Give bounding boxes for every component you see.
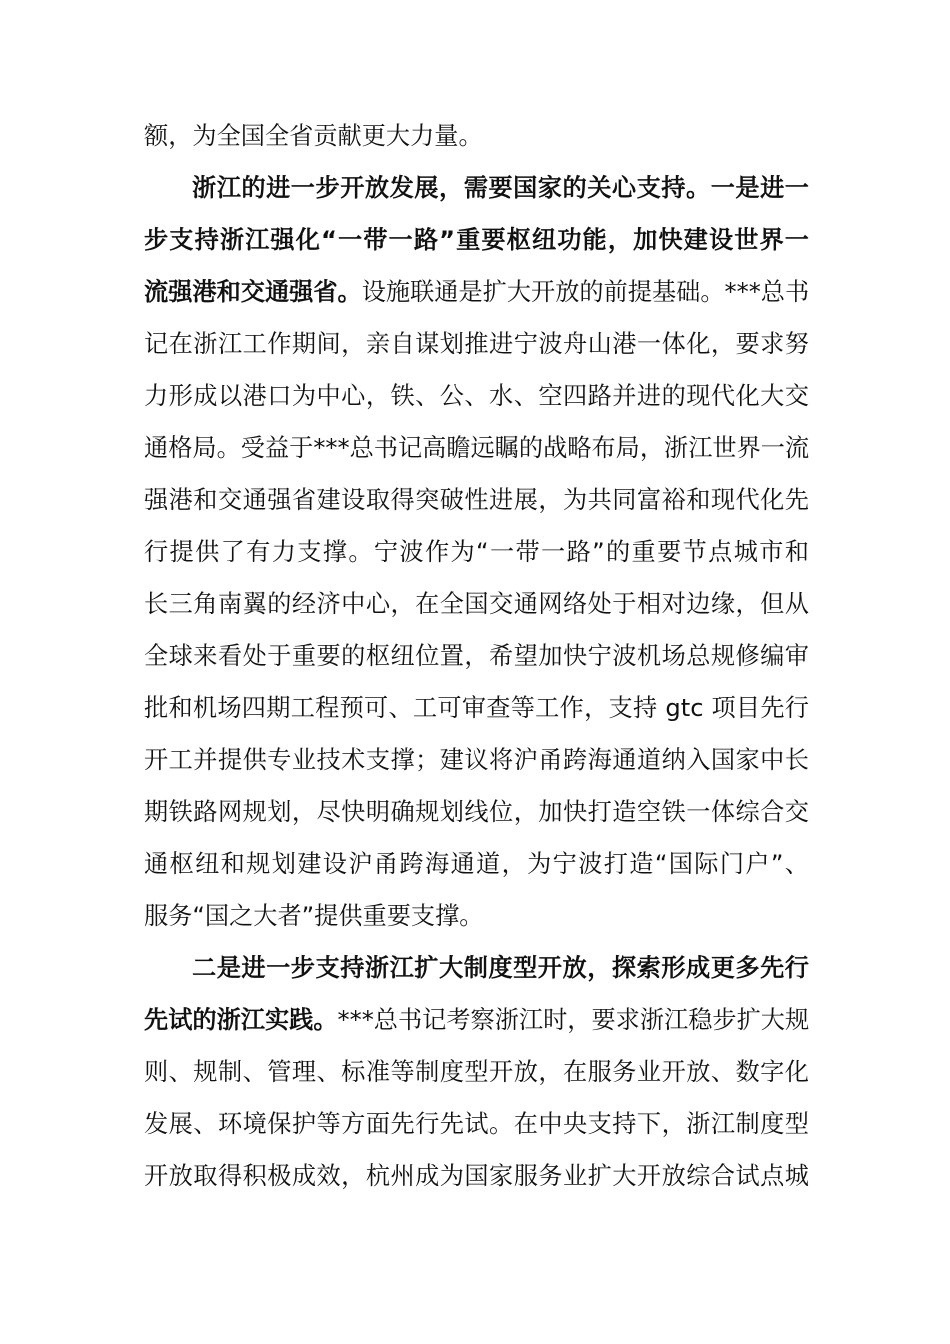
text-line	[144, 474, 809, 526]
text-line	[144, 110, 809, 162]
text-line	[144, 1046, 809, 1098]
text-line	[144, 734, 809, 786]
text-run: 服务“国之大者”提供重要支撑。	[144, 902, 484, 930]
text-line	[144, 786, 809, 838]
text-run: 批和机场四期工程预可、工可审查等工作，支持 gtc 项目先行	[144, 694, 809, 722]
text-line	[144, 422, 809, 474]
text-run: 全球来看处于重要的枢纽位置，希望加快宁波机场总规修编审	[144, 642, 809, 670]
text-line	[144, 370, 809, 422]
text-run: 期铁路网规划，尽快明确规划线位，加快打造空铁一体综合交	[144, 798, 809, 826]
text-line	[144, 994, 809, 1046]
bold-text-run: 先试的浙江实践。	[144, 1006, 338, 1034]
text-line	[144, 890, 809, 942]
text-line	[144, 1150, 809, 1202]
body-text	[144, 110, 809, 1202]
bold-text-run: 二是进一步支持浙江扩大制度型开放，探索形成更多先行	[192, 954, 809, 982]
text-line	[144, 630, 809, 682]
text-line	[144, 266, 809, 318]
text-run: 力形成以港口为中心，铁、公、水、空四路并进的现代化大交	[144, 382, 809, 410]
text-line	[144, 942, 809, 994]
bold-text-run: 步支持浙江强化“一带一路”重要枢纽功能，加快建设世界一	[144, 226, 809, 254]
text-run: 设施联通是扩大开放的前提基础。***总书	[361, 278, 810, 306]
text-line	[144, 526, 809, 578]
text-run: 发展、环境保护等方面先行先试。在中央支持下，浙江制度型	[144, 1110, 809, 1138]
text-line	[144, 682, 809, 734]
text-line	[144, 578, 809, 630]
text-line	[144, 162, 809, 214]
text-line	[144, 318, 809, 370]
bold-text-run: 浙江的进一步开放发展，需要国家的关心支持。一是进一	[192, 174, 809, 202]
text-line	[144, 214, 809, 266]
text-line	[144, 1098, 809, 1150]
text-line	[144, 838, 809, 890]
bold-text-run: 流强港和交通强省。	[144, 278, 362, 306]
text-run: 开放取得积极成效，杭州成为国家服务业扩大开放综合试点城	[144, 1162, 809, 1190]
text-run: ***总书记考察浙江时，要求浙江稳步扩大规	[337, 1006, 810, 1034]
text-run: 行提供了有力支撑。宁波作为“一带一路”的重要节点城市和	[144, 538, 809, 566]
text-run: 通枢纽和规划建设沪甬跨海通道，为宁波打造“国际门户”、	[144, 850, 809, 878]
text-run: 开工并提供专业技术支撑；建议将沪甬跨海通道纳入国家中长	[144, 746, 809, 774]
text-run: 通格局。受益于***总书记高瞻远瞩的战略布局，浙江世界一流	[144, 434, 810, 462]
text-run: 记在浙江工作期间，亲自谋划推进宁波舟山港一体化，要求努	[144, 330, 809, 358]
text-run: 则、规制、管理、标准等制度型开放，在服务业开放、数字化	[144, 1058, 809, 1086]
text-run: 强港和交通强省建设取得突破性进展，为共同富裕和现代化先	[144, 486, 809, 514]
text-run: 长三角南翼的经济中心，在全国交通网络处于相对边缘，但从	[144, 590, 809, 618]
text-run: 额，为全国全省贡献更大力量。	[144, 122, 483, 150]
